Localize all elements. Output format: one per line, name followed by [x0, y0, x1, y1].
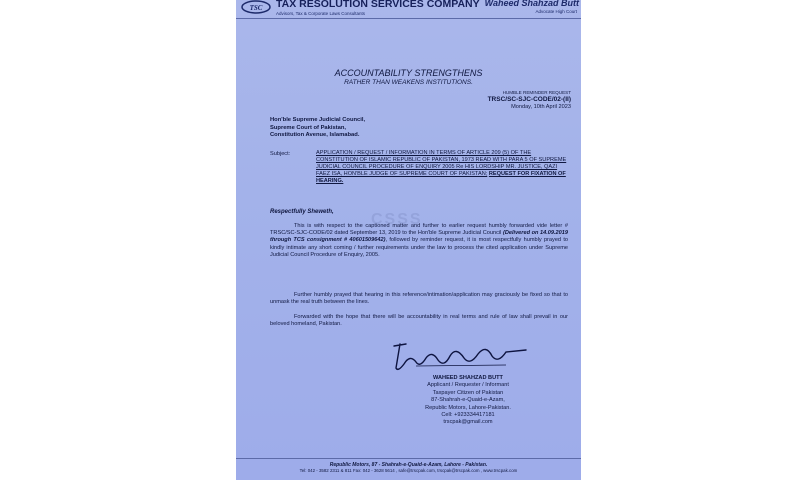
- signatory-name: WAHEED SHAHZAD BUTT: [433, 375, 503, 381]
- footer-line: Republic Motors, 87 - Shahrah-e-Quaid-e-Azam, Lahore - Pakistan.: [329, 462, 488, 468]
- footer-divider: [236, 458, 581, 459]
- company-logo-icon: [240, 0, 272, 16]
- salutation: Respectfully Sheweth,: [270, 209, 334, 215]
- footer-address: [236, 462, 581, 473]
- signature-line: Taxpayer Citizen of Pakistan: [432, 389, 504, 396]
- paragraph-text: This is with respect to the captioned matter and further to earlier request humbly forwarded vide letter # TRSC/SC-SJC-CODE/02 dated September 13, 2019 to the Hon'ble Supreme Judicial Council: [270, 223, 568, 237]
- subject-highlight: REQUEST FOR FIXATION OF HEARING.: [316, 171, 566, 184]
- svg-text:TSC: TSC: [249, 4, 263, 12]
- addressee-line: Constitution Avenue, Islamabad.: [270, 132, 360, 138]
- body-paragraph-1: [270, 223, 568, 259]
- delivery-note: (Delivered on 14.09.2019 through TCS consignment # 40601509642): [270, 230, 568, 244]
- company-name: TAX RESOLUTION SERVICES COMPANY: [276, 0, 480, 10]
- subject-label: Subject:: [270, 151, 291, 157]
- signature-line: Republic Motors, Lahore-Pakistan.: [425, 404, 511, 411]
- footer-contact: Tel: 042 - 3582 2311 & 811 Fax: 042 - 3628 5614 , safe@trscpak.com, trscpak@trscpak.com , www.trscpak.com: [299, 468, 518, 473]
- addressee-line: Supreme Court of Pakistan,: [270, 124, 347, 131]
- motto-line-1: ACCOUNTABILITY STRENGTHENS: [334, 68, 483, 78]
- motto-line-2: RATHER THAN WEAKENS INSTITUTIONS.: [344, 79, 473, 86]
- signature-line: Cell: +923334417181: [441, 412, 495, 419]
- reference-label: HUMBLE REMINDER REQUEST: [502, 90, 571, 95]
- addressee-block: [270, 117, 365, 140]
- reference-date: Monday, 10th April 2023: [511, 104, 571, 110]
- watermark-text: CSSS: [371, 211, 423, 228]
- signature-line: 87-Shahrah-e-Quaid-e-Azam,: [431, 397, 505, 404]
- reference-code: TRSC/SC-SJC-CODE/02-(II): [487, 96, 571, 103]
- subject-body: APPLICATION / REQUEST / INFORMATION IN TERMS OF ARTICLE 209 (5) OF THE CONSTITUTION OF ISLAMIC REPUBLIC OF PAKISTAN, 1973 READ WITH PARA 5 OF SUPREME JUDICIAL COUNCIL PROCEDURE OF ENQUIRY 2005 Re HIS LORDSHIP MR. JUSTICE, QAZI FAEZ ISA, HON'BLE JUDGE OF SUPREME COURT OF PAKISTAN;: [316, 150, 567, 177]
- letter-page: [236, 0, 581, 480]
- handwritten-signature-icon: [386, 338, 536, 374]
- signature-block: [388, 375, 548, 427]
- header-divider: [236, 18, 581, 19]
- subject-text: [316, 150, 568, 185]
- person-title: Advocate High Court: [535, 9, 577, 14]
- body-paragraph-2: Further humbly prayed that hearing in this reference/intimation/application may graciously be fixed so that to unmask the real truth between the lines.: [270, 292, 568, 306]
- signature-line: Applicant / Requester / Informant: [427, 382, 509, 389]
- signature-line: trscpak@gmail.com: [443, 419, 493, 426]
- body-paragraph-3: Forwarded with the hope that there will be accountability in real terms and rule of law shall prevail in our beloved homeland, Pakistan.: [270, 314, 568, 328]
- addressee-line: Hon'ble Supreme Judicial Council,: [270, 117, 366, 123]
- company-tagline: Advisors, Tax & Corporate Laws Consultants: [276, 11, 365, 16]
- paragraph-text: , followed by reminder request, it is most respectfully humbly prayed to kindly intimate any short coming / further requirements under the law to process the cited application under Supreme Judicial Council Procedure of Enquiry, 2005.: [270, 237, 568, 258]
- person-name: Waheed Shahzad Butt: [484, 0, 579, 8]
